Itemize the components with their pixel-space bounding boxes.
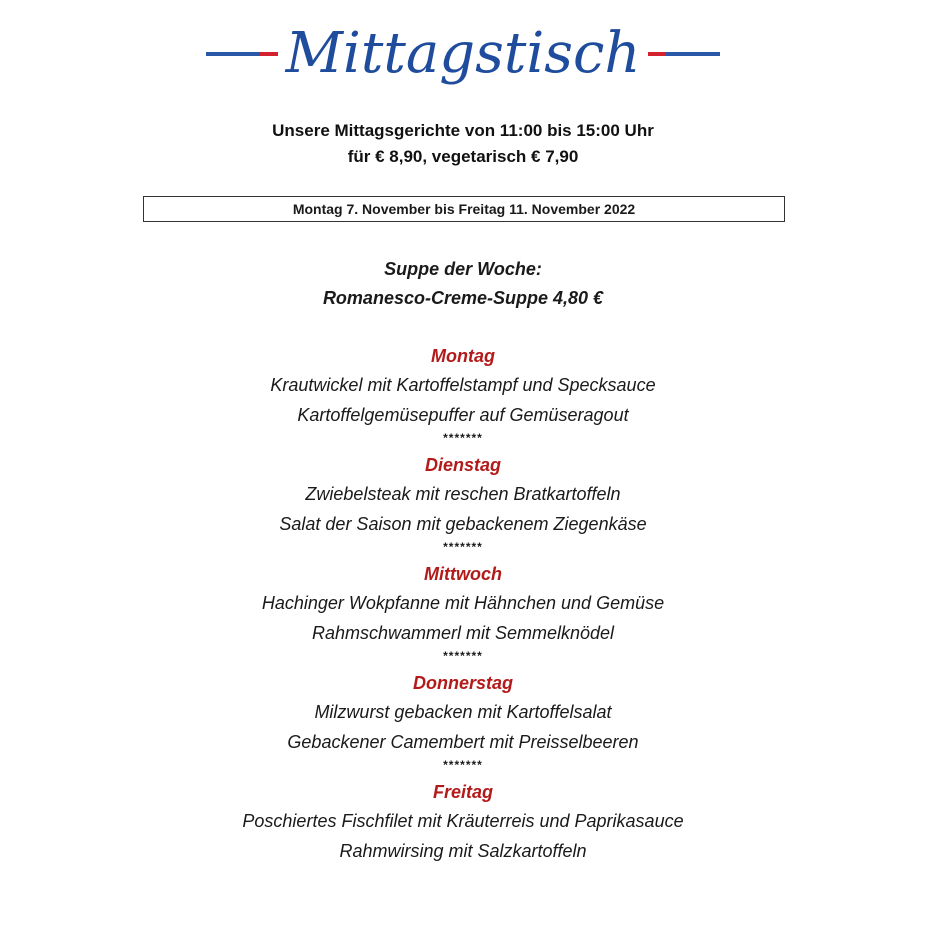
day-name: Mittwoch: [424, 564, 502, 584]
intro-text: [0, 118, 926, 170]
separator: *******: [443, 758, 483, 772]
separator: *******: [443, 649, 483, 663]
dish: Kartoffelgemüsepuffer auf Gemüseragout: [297, 405, 629, 425]
dish: Gebackener Camembert mit Preisselbeeren: [287, 732, 639, 752]
day-name: Freitag: [432, 782, 493, 802]
right-decorative-rule: [648, 52, 720, 56]
price-line: für € 8,90, vegetarisch € 7,90: [347, 147, 579, 166]
day-name: Montag: [431, 346, 495, 366]
dish: Krautwickel mit Kartoffelstampf und Specksauce: [270, 375, 656, 395]
week-range-box: Montag 7. November bis Freitag 11. November 2022: [143, 196, 785, 222]
day-name: Donnerstag: [412, 673, 513, 693]
dish: Milzwurst gebacken mit Kartoffelsalat: [314, 702, 612, 722]
hours-line: Unsere Mittagsgerichte von 11:00 bis 15:00 Uhr: [272, 121, 654, 140]
day-wednesday: [0, 560, 926, 665]
separator: *******: [443, 431, 483, 445]
daily-menu: [0, 342, 926, 870]
dish: Zwiebelsteak mit reschen Bratkartoffeln: [305, 484, 621, 504]
day-monday: [0, 342, 926, 447]
day-friday: [0, 778, 926, 866]
dish: Poschiertes Fischfilet mit Kräuterreis und Paprikasauce: [242, 811, 684, 831]
title-row: [0, 14, 926, 94]
soup-label: Suppe der Woche:: [384, 259, 542, 279]
soup-of-week: [0, 255, 926, 313]
dish: Salat der Saison mit gebackenem Ziegenkäse: [279, 514, 647, 534]
soup-dish: Romanesco-Creme-Suppe 4,80 €: [322, 288, 604, 308]
day-thursday: [0, 669, 926, 774]
separator: *******: [443, 540, 483, 554]
day-name: Dienstag: [424, 455, 502, 475]
page-title: Mittagstisch: [285, 21, 641, 86]
dish: Hachinger Wokpfanne mit Hähnchen und Gemüse: [261, 593, 665, 613]
dish: Rahmschwammerl mit Semmelknödel: [311, 623, 615, 643]
day-tuesday: [0, 451, 926, 556]
left-decorative-rule: [206, 52, 278, 56]
dish: Rahmwirsing mit Salzkartoffeln: [339, 841, 587, 861]
